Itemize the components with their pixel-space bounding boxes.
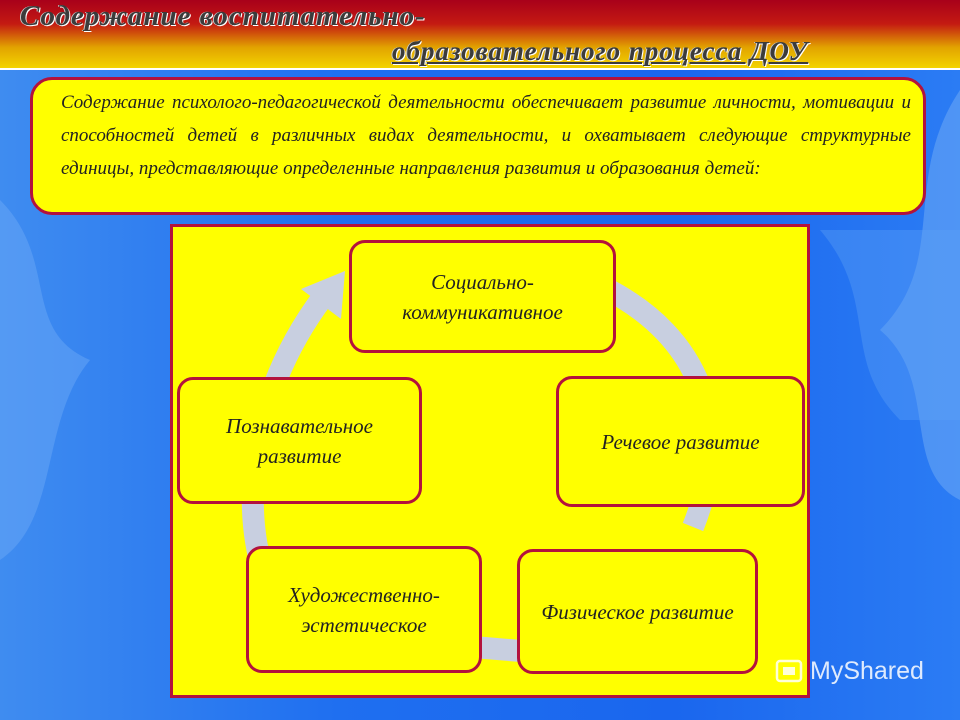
intro-text: Содержание психолого-педагогической деятельности обеспечивает развитие личности, мотивации и способностей детей в различных видах деятельности, и охватывает следующие структурные единицы, представляющие определенные направления развития и образования детей: xyxy=(61,92,911,179)
slide-title-line-2: образовательного процесса ДОУ xyxy=(392,36,809,66)
watermark-text: MyShared xyxy=(810,656,924,685)
watermark xyxy=(774,656,924,686)
node-cognitive-development: Познавательное развитие xyxy=(177,377,422,504)
slide-title-line-1: Содержание воспитательно- xyxy=(20,0,426,32)
diagram-panel xyxy=(170,224,810,698)
node-social-communicative: Социально-коммуникативное xyxy=(349,240,616,353)
node-physical-development: Физическое развитие xyxy=(517,549,758,674)
node-artistic-aesthetic: Художественно-эстетическое xyxy=(246,546,482,673)
node-speech-development: Речевое развитие xyxy=(556,376,805,507)
title-bar xyxy=(0,0,960,70)
myshared-logo-icon xyxy=(774,656,804,686)
intro-box xyxy=(30,77,926,215)
